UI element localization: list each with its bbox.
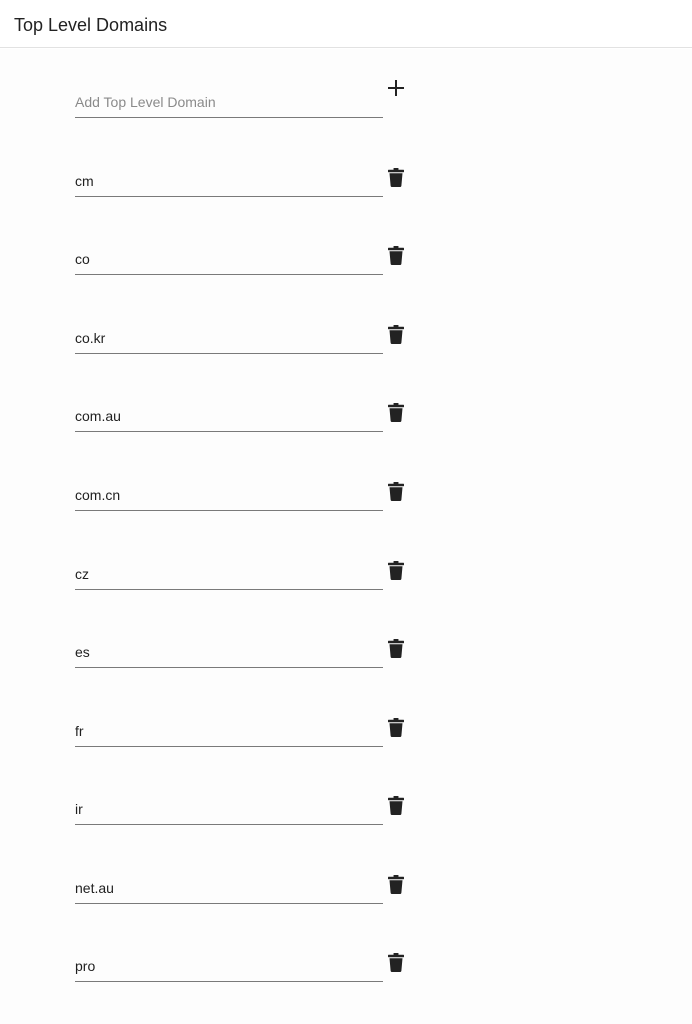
trash-icon [388,168,404,187]
domain-field [75,550,383,590]
domain-input[interactable] [75,565,375,583]
add-domain-input[interactable] [75,93,375,111]
trash-icon [388,639,404,658]
domain-input[interactable] [75,643,375,661]
trash-icon [388,403,404,422]
delete-domain-button[interactable] [385,558,407,582]
domain-field [75,785,383,825]
delete-domain-button[interactable] [385,872,407,896]
domain-field [75,628,383,668]
domain-input[interactable] [75,250,375,268]
delete-domain-button[interactable] [385,165,407,189]
domain-field [75,707,383,747]
delete-domain-button[interactable] [385,479,407,503]
domain-input[interactable] [75,486,375,504]
page-header [0,0,692,48]
trash-icon [388,796,404,815]
domain-field [75,392,383,432]
trash-icon [388,718,404,737]
delete-domain-button[interactable] [385,243,407,267]
delete-domain-button[interactable] [385,715,407,739]
trash-icon [388,482,404,501]
domain-field [75,864,383,904]
domain-row [75,942,415,982]
domain-row [75,864,415,904]
domain-row [75,471,415,511]
domain-input[interactable] [75,800,375,818]
domain-row [75,235,415,275]
add-domain-row [75,78,415,118]
domain-row [75,314,415,354]
trash-icon [388,953,404,972]
domain-list-panel [0,49,692,1024]
domain-row [75,707,415,747]
plus-icon [388,80,404,96]
domain-input[interactable] [75,722,375,740]
domain-input[interactable] [75,329,375,347]
add-domain-field [75,78,383,118]
delete-domain-button[interactable] [385,322,407,346]
domain-input[interactable] [75,172,375,190]
domain-input[interactable] [75,407,375,425]
trash-icon [388,875,404,894]
domain-field [75,157,383,197]
page-title: Top Level Domains [14,15,168,35]
domain-field [75,235,383,275]
trash-icon [388,246,404,265]
domain-field [75,942,383,982]
trash-icon [388,325,404,344]
delete-domain-button[interactable] [385,636,407,660]
delete-domain-button[interactable] [385,950,407,974]
domain-row [75,550,415,590]
domain-input[interactable] [75,879,375,897]
domain-row [75,628,415,668]
domain-input[interactable] [75,957,375,975]
domain-row [75,785,415,825]
domain-row [75,392,415,432]
trash-icon [388,561,404,580]
domain-row [75,157,415,197]
delete-domain-button[interactable] [385,793,407,817]
domain-field [75,314,383,354]
delete-domain-button[interactable] [385,400,407,424]
add-domain-button[interactable] [385,76,407,100]
domain-field [75,471,383,511]
